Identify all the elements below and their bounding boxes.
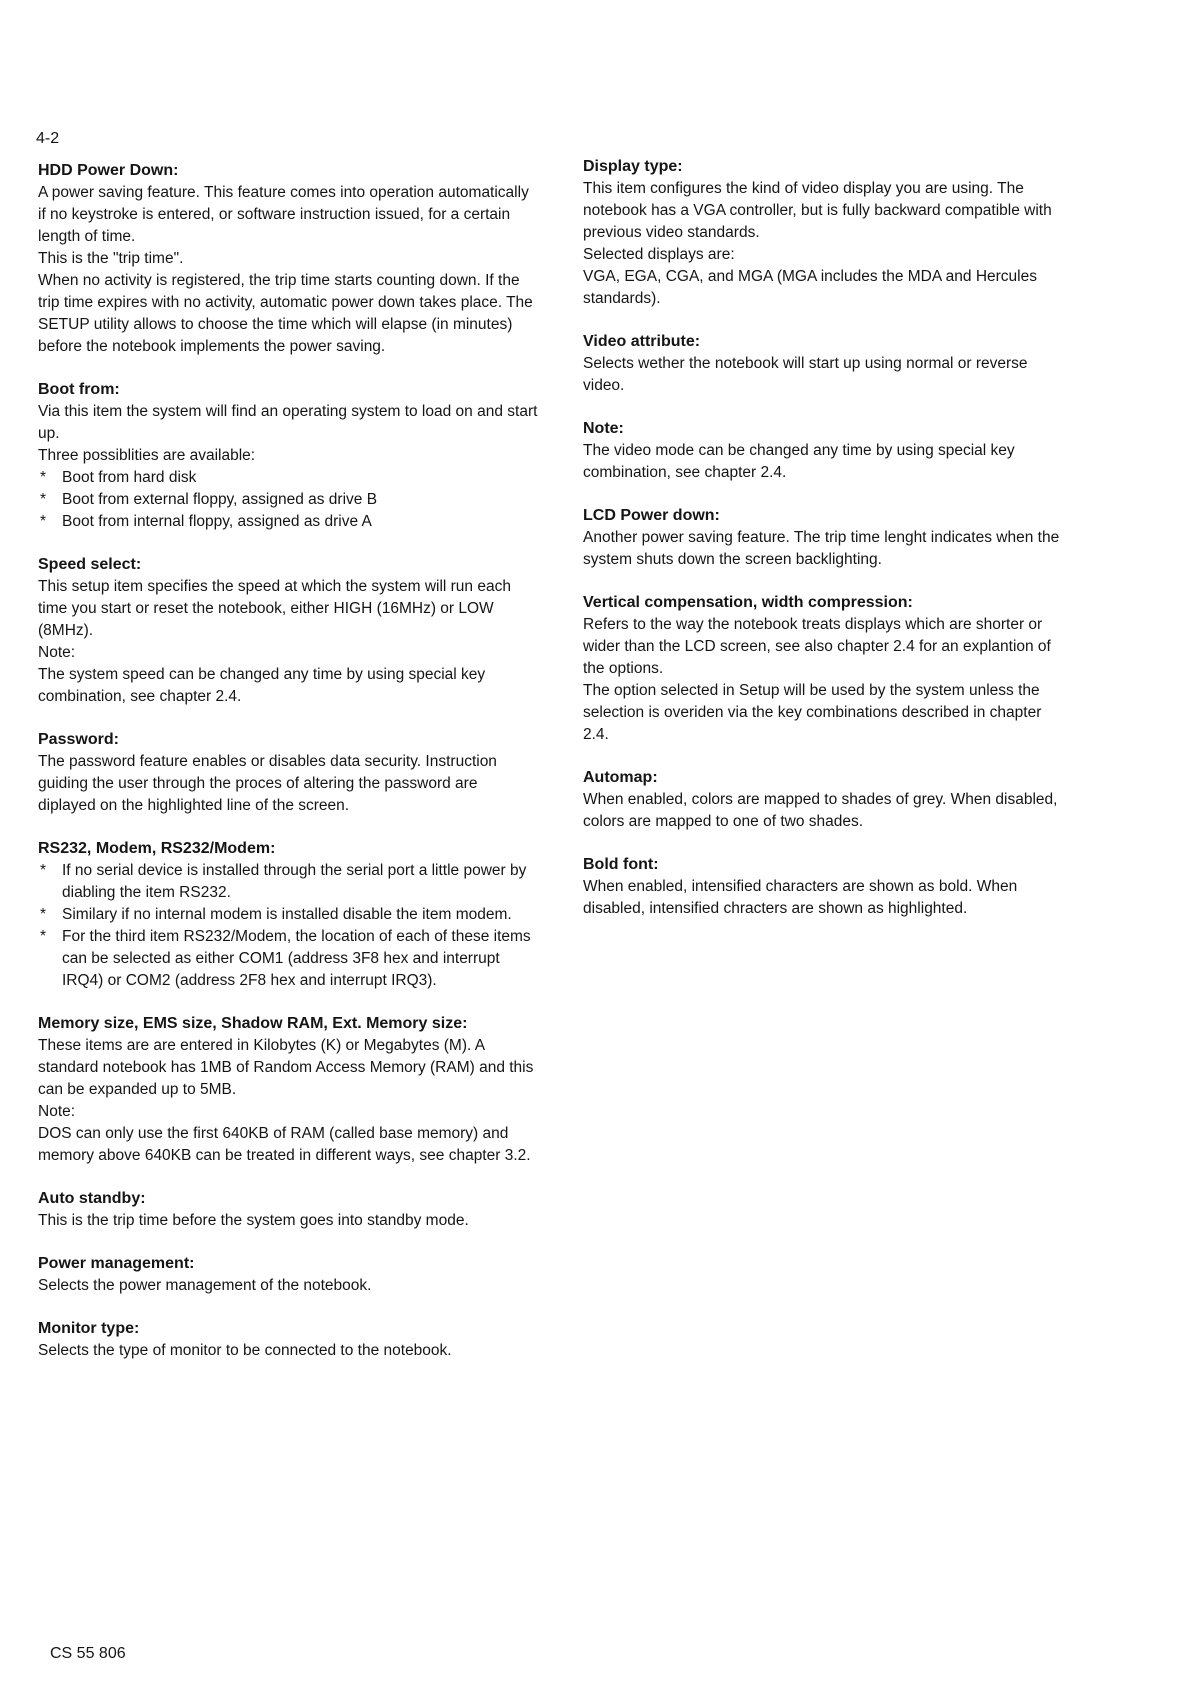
section-monitor-type [38,1318,538,1362]
section-video-attribute [583,331,1063,397]
section-paragraph: Selects the type of monitor to be connected to the notebook. [38,1342,452,1359]
document-code: CS 55 806 [50,1645,126,1662]
section-lcd-power-down [583,505,1063,571]
section-paragraph: These items are are entered in Kilobytes (K) or Megabytes (M). A standard notebook has 1MB of Random Access Memory (RAM) and this can be expanded up to 5MB. [38,1037,534,1098]
list-item: * Boot from external floppy, assigned as drive B [38,489,538,511]
section-heading: Speed select: [38,556,142,573]
list-item: * Boot from internal floppy, assigned as drive A [38,511,538,533]
section-heading: LCD Power down: [583,507,720,524]
section-speed-select [38,554,538,708]
section-memory-size [38,1013,538,1167]
section-power-management [38,1253,538,1297]
bullet-list [38,860,538,992]
section-paragraph: VGA, EGA, CGA, and MGA (MGA includes the MDA and Hercules standards). [583,268,1037,307]
section-vertical-compensation [583,592,1063,746]
section-rs232-modem [38,838,538,992]
section-paragraph: This item configures the kind of video display you are using. The notebook has a VGA controller, but is fully backward compatible with previous video standards. [583,180,1052,241]
section-paragraph: This is the "trip time". [38,250,184,267]
section-heading: Password: [38,731,119,748]
section-heading: Boot from: [38,381,120,398]
list-item: * Boot from hard disk [38,467,538,489]
list-item: * If no serial device is installed through the serial port a little power by diabling the item RS232. [38,860,538,904]
section-heading: Vertical compensation, width compression: [583,594,913,611]
section-heading: Power management: [38,1255,195,1272]
section-heading: RS232, Modem, RS232/Modem: [38,840,276,857]
page-number: 4-2 [36,130,60,147]
section-paragraph: Selects wether the notebook will start up using normal or reverse video. [583,355,1028,394]
section-heading: Display type: [583,158,683,175]
section-paragraph: A power saving feature. This feature comes into operation automatically if no keystroke is entered, or software instruction issued, for a certain length of time. [38,184,529,245]
section-paragraph: Another power saving feature. The trip time lenght indicates when the system shuts down the screen backlighting. [583,529,1060,568]
section-heading: HDD Power Down: [38,162,179,179]
section-paragraph: The option selected in Setup will be used by the system unless the selection is overiden via the key combinations described in chapter 2.4. [583,682,1042,743]
section-paragraph: When no activity is registered, the trip time starts counting down. If the trip time expires with no activity, automatic power down takes place. The SETUP utility allows to choose the time which will elapse (in minutes) before the notebook implements the power saving. [38,272,533,355]
list-item: * Similary if no internal modem is installed disable the item modem. [38,904,538,926]
section-heading: Automap: [583,769,658,786]
section-automap [583,767,1063,833]
section-boot-from [38,379,538,533]
section-paragraph: The system speed can be changed any time by using special key combination, see chapter 2.4. [38,666,486,705]
bullet-list [38,467,538,533]
section-heading: Video attribute: [583,333,701,350]
section-password [38,729,538,817]
section-note [583,418,1063,484]
section-paragraph: The password feature enables or disables data security. Instruction guiding the user through the proces of altering the password are diplayed on the highlighted line of the screen. [38,753,497,814]
section-paragraph: Via this item the system will find an operating system to load on and start up. [38,403,538,442]
list-item: * For the third item RS232/Modem, the location of each of these items can be selected as either COM1 (address 3F8 hex and interrupt IRQ4) or COM2 (address 2F8 hex and interrupt IRQ3). [38,926,538,992]
section-hdd-power-down [38,160,538,358]
section-paragraph: Three possiblities are available: [38,447,256,464]
section-bold-font [583,854,1063,920]
section-paragraph: Selected displays are: [583,246,735,263]
section-paragraph: This setup item specifies the speed at which the system will run each time you start or reset the notebook, either HIGH (16MHz) or LOW (8MHz). [38,578,511,639]
section-paragraph: This is the trip time before the system goes into standby mode. [38,1212,469,1229]
section-heading: Bold font: [583,856,659,873]
right-column [583,156,1063,941]
section-heading: Note: [583,420,624,437]
section-paragraph: When enabled, intensified characters are shown as bold. When disabled, intensified chracters are shown as highlighted. [583,878,1018,917]
section-heading: Auto standby: [38,1190,146,1207]
section-paragraph: Selects the power management of the notebook. [38,1277,372,1294]
section-display-type [583,156,1063,310]
section-paragraph: When enabled, colors are mapped to shades of grey. When disabled, colors are mapped to one of two shades. [583,791,1058,830]
left-column [38,160,538,1383]
section-paragraph: The video mode can be changed any time by using special key combination, see chapter 2.4. [583,442,1015,481]
section-paragraph: Note: [38,644,76,661]
section-heading: Monitor type: [38,1320,140,1337]
section-heading: Memory size, EMS size, Shadow RAM, Ext. Memory size: [38,1015,468,1032]
section-paragraph: DOS can only use the first 640KB of RAM (called base memory) and memory above 640KB can be treated in different ways, see chapter 3.2. [38,1125,531,1164]
section-paragraph: Note: [38,1103,76,1120]
section-auto-standby [38,1188,538,1232]
section-paragraph: Refers to the way the notebook treats displays which are shorter or wider than the LCD screen, see also chapter 2.4 for an explantion of the options. [583,616,1051,677]
